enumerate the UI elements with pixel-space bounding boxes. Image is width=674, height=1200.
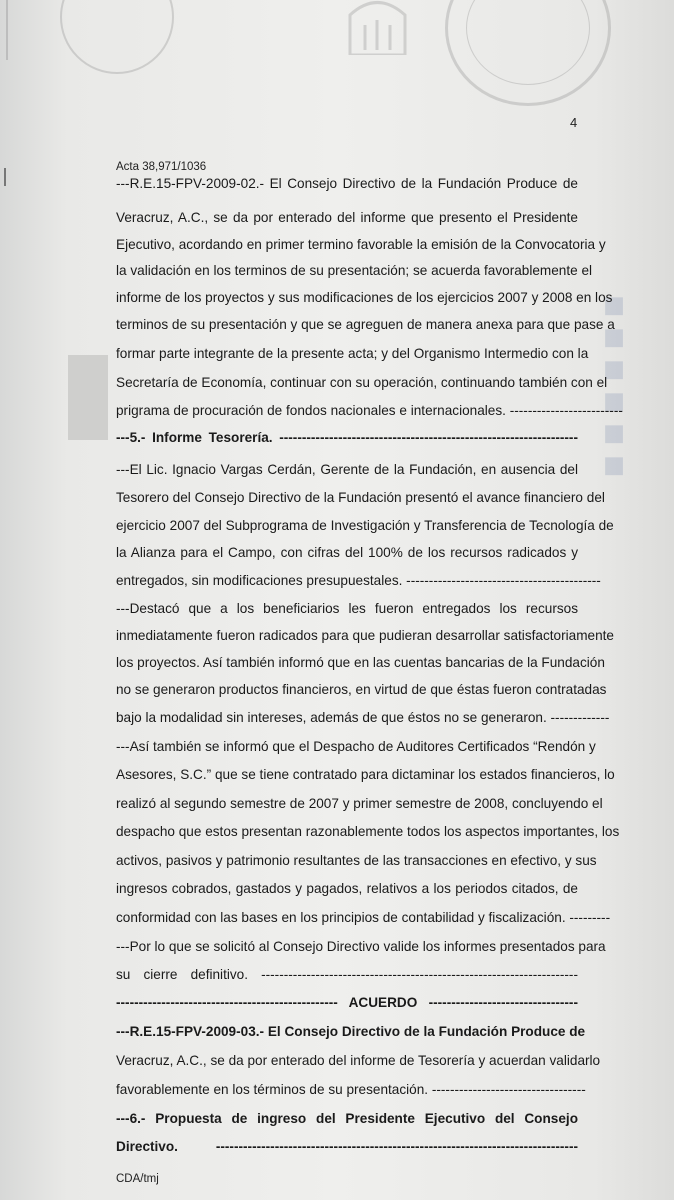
section-heading: ---6.- Propuesta de ingreso del Presidente Ejecutivo del Consejo	[116, 1111, 578, 1126]
text-line: conformidad con las bases en los principios de contabilidad y fiscalización. ---------	[116, 910, 611, 925]
footer-initials: CDA/tmj	[116, 1173, 159, 1185]
margin-tick	[4, 168, 6, 186]
text-line: Asesores, S.C.” que se tiene contratado para dictaminar los estados financieros, lo	[116, 767, 615, 782]
page-edge-mark	[6, 0, 8, 60]
text-line: la Alianza para el Campo, con cifras del 100% de los recursos radicados y	[116, 545, 578, 560]
text-line: ingresos cobrados, gastados y pagados, relativos a los periodos citados, de	[116, 881, 578, 896]
text-line: Veracruz, A.C., se da por enterado del informe de Tesorería y acuerdan validarlo	[116, 1053, 601, 1068]
text-line: Veracruz, A.C., se da por enterado del informe que presento el Presidente	[116, 210, 578, 225]
text-line: ---El Lic. Ignacio Vargas Cerdán, Gerente de la Fundación, en ausencia del	[116, 462, 578, 477]
text-line: informe de los proyectos y sus modificaciones de los ejercicios 2007 y 2008 en los	[116, 290, 613, 305]
text-line: ---Destacó que a los beneficiarios les fueron entregados los recursos	[116, 601, 578, 616]
text-line: los proyectos. Así también informó que en las cuentas bancarias de la Fundación	[116, 655, 605, 670]
text-line: terminos de su presentación y que se agreguen de manera anexa para que pase a	[116, 317, 615, 332]
section-heading: Directivo. --------------------------------------------------------------------------------	[116, 1139, 578, 1154]
text-line: despacho que estos presentan razonablemente todos los aspectos importantes, los	[116, 824, 620, 839]
text-line: realizó al segundo semestre de 2007 y primer semestre de 2008, concluyendo el	[116, 796, 603, 811]
acta-reference: Acta 38,971/1036	[116, 161, 207, 173]
text-line: Ejecutivo, acordando en primer termino favorable la emisión de la Convocatoria y	[116, 237, 606, 252]
resolution-line: ---R.E.15-FPV-2009-03.- El Consejo Directivo de la Fundación Produce de	[116, 1024, 586, 1039]
text-line: su cierre definitivo. ----------------------------------------------------------------------	[116, 967, 578, 982]
text-line: activos, pasivos y patrimonio resultantes de las transacciones en efectivo, y sus	[116, 853, 597, 868]
text-line: la validación en los terminos de su presentación; se acuerda favorablemente el	[116, 263, 593, 278]
faded-seal-left	[60, 0, 174, 74]
text-line: Secretaría de Economía, continuar con su operación, continuando también con el	[116, 375, 608, 390]
text-line: formar parte integrante de la presente acta; y del Organismo Intermedio con la	[116, 346, 589, 361]
text-line: ---Por lo que se solicitó al Consejo Directivo valide los informes presentados para	[116, 939, 606, 954]
text-line: entregados, sin modificaciones presupuestales. -------------------------------------------	[116, 573, 601, 588]
faded-emblem	[340, 0, 415, 55]
acuerdo-heading: ------------------------------------------------- ACUERDO ---------------------------------	[116, 995, 578, 1010]
faded-seal-right	[445, 0, 611, 106]
margin-shadow	[68, 355, 108, 440]
text-line: ---Así también se informó que el Despacho de Auditores Certificados “Rendón y	[116, 739, 596, 754]
side-stamp: ◼◼◼◼◼◼	[600, 290, 630, 482]
text-line: favorablemente en los términos de su presentación. ----------------------------------	[116, 1082, 586, 1097]
text-line: ---R.E.15-FPV-2009-02.- El Consejo Directivo de la Fundación Produce de	[116, 176, 578, 191]
text-line: prigrama de procuración de fondos nacionales e internacionales. -------------------------	[116, 403, 623, 418]
text-line: bajo la modalidad sin intereses, además de que éstos no se generaron. -------------	[116, 710, 610, 725]
text-line: Tesorero del Consejo Directivo de la Fundación presentó el avance financiero del	[116, 490, 605, 505]
text-line: ejercicio 2007 del Subprograma de Investigación y Transferencia de Tecnología de	[116, 518, 614, 533]
text-line: no se generaron productos financieros, en virtud de que éstas fueron contratadas	[116, 682, 607, 697]
page-number: 4	[570, 115, 578, 130]
text-line: inmediatamente fueron radicados para que pudieran desarrollar satisfactoriamente	[116, 628, 614, 643]
section-heading: ---5.- Informe Tesorería. ------------------------------------------------------------------	[116, 430, 578, 445]
